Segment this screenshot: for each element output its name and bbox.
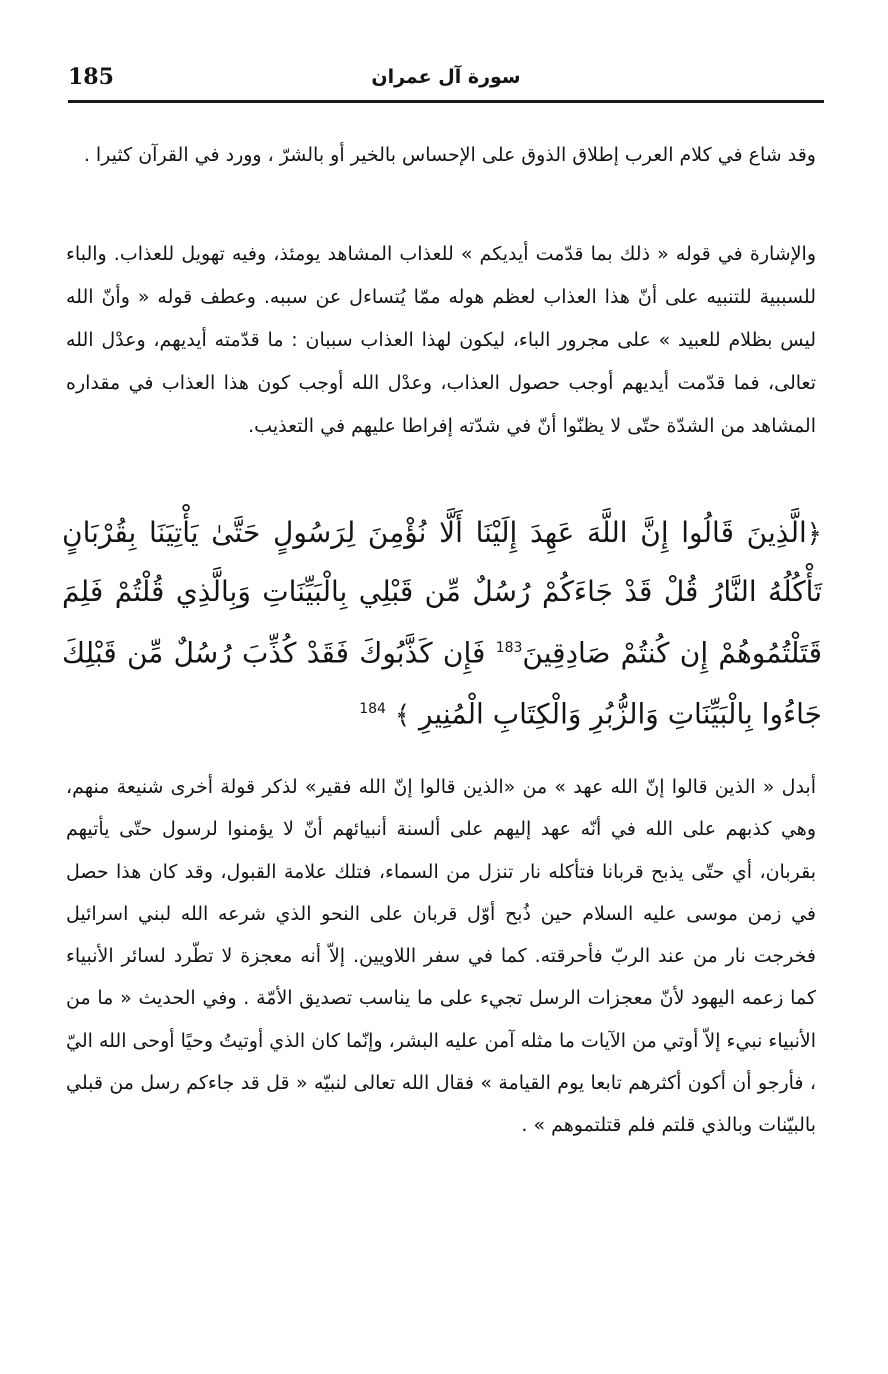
paragraph-2: والإشارة في قوله « ذلك بما قدّمت أيديكم » للعذاب المشاهد يومئذ، وفيه تهويل للعذاب. والباء للسببية للتنبيه على أنّ هذا العذاب لعظم هوله ممّا يُتساءل عن سببه. وعطف قوله « وأنّ الله ليس بظلام للعبيد » على مجرور الباء، ليكون لهذا العذاب سببان : ما قدّمته أيديهم، وعدْل الله تعالى، فما قدّمت أيديهم أوجب حصول العذاب، وعدْل الله أوجب كون هذا العذاب في مقداره المشاهد من الشدّة حتّى لا يظنّوا أنّ في شدّته إفراطا عليهم في التعذيب.	[66, 243, 816, 437]
verse-text-184: فَإِن كَذَّبُوكَ فَقَدْ كُذِّبَ رُسُلٌ مِّن قَبْلِكَ جَاءُوا بِالْبَيِّنَاتِ وَالزُّبُرِ وَالْكِتَابِ الْمُنِيرِ	[62, 636, 822, 731]
verse-close-bracket: ﴾	[394, 700, 411, 731]
running-title: سورة آل عمران	[371, 66, 521, 88]
verse-number-184: 184	[359, 701, 386, 718]
paragraph-1: وقد شاع في كلام العرب إطلاق الذوق على الإحساس بالخير أو بالشرّ ، وورد في القرآن كثيرا .	[83, 144, 816, 166]
page-number: 185	[68, 64, 114, 90]
page-header	[68, 62, 824, 102]
header-rule	[68, 100, 824, 103]
verse-open-bracket: ﴿	[806, 519, 822, 549]
paragraph-3: أبدل « الذين قالوا إنّ الله عهد » من «الذين قالوا إنّ الله فقير» لذكر قولة أخرى شنيعة منهم، وهي كذبهم على الله في أنّه عهد إليهم على ألسنة أنبيائهم أنّ لا يؤمنوا لرسول حتّى يأتيهم بقربان، أي حتّى يذبح قربانا فتأكله نار تنزل من السماء، فتلك علامة القبول، وقد كان هذا حصل في زمن موسى عليه السلام حين ذُبح أوّل قربان على النحو الذي شرعه الله لبني اسرائيل فخرجت نار من عند الربّ فأحرقته. كما في سفر اللاويين. إلاّ أنه معجزة لا تطّرد لسائر الأنبياء كما زعمه اليهود لأنّ معجزات الرسل تجيء على ما يناسب تصديق الأمّة . وفي الحديث « ما من الأنبياء نبيء إلاّ أوتي من الآيات ما مثله آمن عليه البشر، وإنّما كان الذي أوتيتُ وحيًا أوحى الله اليّ ، فأرجو أن أكون أكثرهم تابعا يوم القيامة » فقال الله تعالى لنبيّه « قل قد جاءكم رسل من قبلي بالبيّنات وبالذي قلتم فلم قتلتموهم » .	[66, 776, 816, 1137]
verse-text-183: الَّذِينَ قَالُوا إِنَّ اللَّهَ عَهِدَ إِلَيْنَا أَلَّا نُؤْمِنَ لِرَسُولٍ حَتَّىٰ يَأْتِيَنَا بِقُرْبَانٍ تَأْكُلُهُ النَّارُ قُلْ قَدْ جَاءَكُمْ رُسُلٌ مِّن قَبْلِي بِالْبَيِّنَاتِ وَبِالَّذِي قُلْتُمْ فَلِمَ قَتَلْتُمُوهُمْ إِن كُنتُمْ صَادِقِينَ	[62, 516, 823, 670]
quran-verse-block	[62, 504, 822, 745]
verse-number-183: 183	[495, 640, 523, 656]
